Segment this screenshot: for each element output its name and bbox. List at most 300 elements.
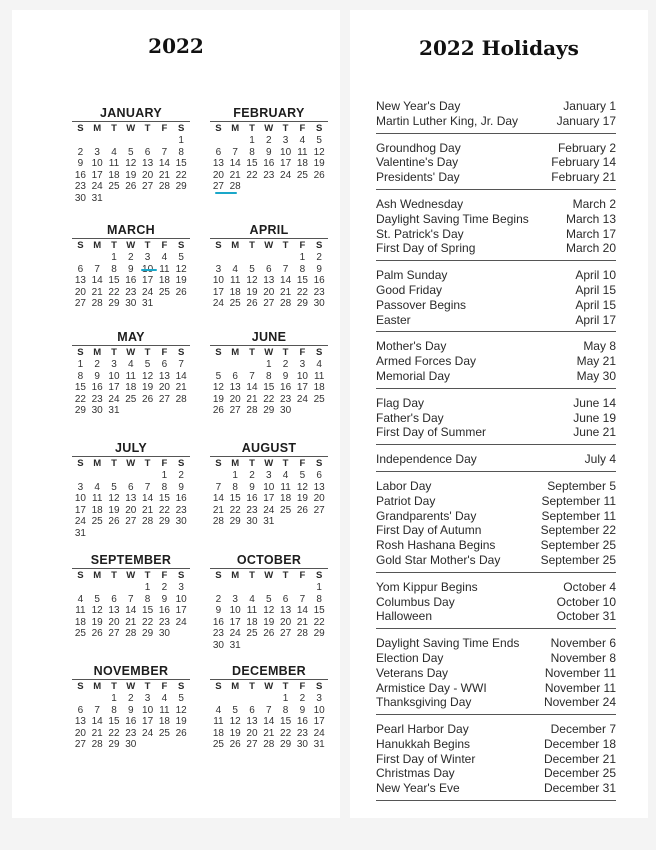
day-cell: 29 [175,181,187,193]
day-cell: 3 [144,252,151,263]
day-cell: 15 [175,158,187,170]
day-cell: 6 [77,704,84,716]
day-cell: 17 [229,616,241,628]
day-cell: 1 [266,359,272,370]
holiday-date: September 25 [540,538,616,553]
day-cell: 1 [232,470,238,481]
weekday-label: S [215,681,222,692]
day-cell [106,193,123,205]
day-cell [89,528,106,540]
weekday-header [210,680,328,693]
weekday-label: W [126,240,136,251]
weekday-label: T [249,240,255,251]
day-cell: 6 [249,704,255,716]
day-cell: 12 [175,263,187,275]
day-cell: 10 [212,275,224,287]
day-cell: 12 [296,481,308,493]
day-cell: 2 [128,693,134,704]
day-cell: 31 [91,192,103,204]
day-cell: 23 [280,393,292,405]
day-cell: 27 [74,298,86,310]
holiday-row [376,737,616,752]
day-cell [277,640,294,652]
holiday-row [376,766,616,781]
weekday-label: W [264,570,274,581]
weekday-label: S [316,347,323,358]
month-june [210,330,328,417]
holiday-row [376,752,616,767]
day-cell: 10 [91,158,103,170]
day-cell: 23 [91,393,103,405]
weekday-label: F [299,458,306,469]
day-cell [260,640,277,652]
day-cell [139,193,156,205]
day-cell: 14 [246,382,258,394]
day-cell: 7 [249,370,255,382]
weekday-label: F [161,570,168,581]
day-cell: 30 [158,628,170,640]
day-cell [244,693,261,705]
weekday-header [72,569,190,582]
day-cell: 4 [94,481,100,493]
day-cell: 5 [232,704,238,716]
day-cell: 20 [74,727,86,739]
day-cell: 16 [313,275,325,287]
day-cell: 3 [299,359,306,370]
day-cell: 7 [232,146,238,158]
week-row [210,264,328,276]
day-cell: 16 [280,382,292,394]
day-cell: 25 [212,739,224,751]
day-cell: 28 [280,298,292,310]
day-cell: 7 [128,593,134,605]
day-cell [260,582,277,594]
day-cell: 26 [175,727,187,739]
weekday-label: S [77,347,84,358]
day-cell [311,405,328,417]
day-cell: 4 [282,470,289,481]
day-cell: 3 [144,693,151,704]
day-cell: 18 [91,504,103,516]
week-row [72,158,190,170]
holiday-name: Election Day [376,650,444,665]
holiday-date: February 14 [551,155,616,170]
day-cell: 7 [215,481,222,493]
day-cell: 1 [316,582,322,593]
holiday-date: May 30 [576,368,616,383]
day-cell [311,516,328,528]
day-cell: 11 [159,704,170,716]
week-row [210,158,328,170]
day-cell: 25 [158,727,170,739]
day-cell [210,135,227,147]
day-cell [122,528,139,540]
weekday-label: W [264,458,274,469]
day-cell: 22 [263,393,275,405]
holiday-name: Armed Forces Day [376,354,477,369]
day-cell: 26 [91,628,103,640]
day-cell: 29 [158,516,170,528]
day-cell: 10 [296,370,308,382]
day-cell: 5 [299,470,306,481]
weekday-header [72,239,190,252]
day-cell [72,252,89,264]
holiday-row [376,298,616,313]
day-cell: 20 [212,169,224,181]
weekday-label: F [299,681,306,692]
day-cell: 9 [266,146,272,158]
weekday-label: S [316,458,323,469]
week-row [210,739,328,751]
day-cell: 8 [144,593,151,605]
holiday-row [376,722,616,737]
holiday-name: Columbus Day [376,594,455,609]
weekday-label: M [231,240,240,251]
holiday-row [376,452,616,467]
day-cell: 19 [263,616,275,628]
holiday-row [376,538,616,553]
weekday-label: T [249,458,255,469]
weekday-label: T [249,123,255,134]
day-cell: 30 [246,516,258,528]
holiday-date: September 25 [540,552,616,567]
day-cell: 28 [175,393,187,405]
month-name: FEBRUARY [233,106,305,120]
day-cell: 10 [313,704,325,716]
day-cell: 12 [142,370,154,382]
day-cell: 3 [215,263,222,275]
holiday-name: St. Patrick's Day [376,226,464,241]
day-cell: 29 [280,739,292,751]
day-cell: 18 [296,158,308,170]
day-cell: 25 [108,181,120,193]
day-cell: 4 [111,146,117,158]
weekday-label: S [316,123,323,134]
week-row [72,693,190,705]
week-row [210,693,328,705]
month-november [72,664,190,751]
day-cell [106,528,123,540]
week-row [210,252,328,264]
day-cell: 4 [77,593,84,605]
weekday-label: T [144,458,151,469]
day-cell: 4 [215,704,222,716]
day-cell: 11 [246,605,258,617]
day-cell: 25 [91,516,103,528]
day-cell [294,405,311,417]
day-cell: 24 [142,727,154,739]
weekday-label: T [282,240,289,251]
day-cell: 18 [158,716,170,728]
holiday-name: Labor Day [376,478,432,493]
day-cell: 29 [108,739,120,751]
weekday-label: T [111,240,117,251]
day-cell [227,135,244,147]
day-cell: 6 [161,359,168,370]
holiday-row [376,494,616,509]
day-cell: 30 [74,192,86,204]
weekday-header [210,457,328,470]
week-row [72,470,190,482]
day-cell: 21 [125,616,137,628]
day-cell: 1 [111,252,117,263]
weekday-label: F [161,123,168,134]
day-cell [89,252,106,264]
day-cell [210,252,227,264]
day-cell: 10 [142,704,154,716]
day-cell: 11 [108,158,120,170]
weekday-header [210,569,328,582]
weekday-label: W [126,347,136,358]
holiday-date: February 21 [551,170,616,185]
day-cell [294,640,311,652]
holiday-row [376,396,616,411]
day-cell: 23 [296,727,308,739]
month-march [72,223,190,310]
weekday-label: M [231,681,240,692]
day-cell: 24 [212,298,224,310]
holiday-name: Christmas Day [376,766,455,781]
day-cell: 11 [230,275,241,287]
holiday-row [376,99,616,114]
day-cell: 19 [212,393,224,405]
holiday-date: February 2 [557,140,616,155]
day-cell: 19 [142,382,154,394]
day-cell: 14 [158,158,170,170]
day-cell [173,193,190,205]
day-cell: 12 [313,146,325,158]
day-cell: 30 [125,298,137,310]
day-cell [106,135,123,147]
day-cell: 19 [296,493,308,505]
day-cell [294,582,311,594]
weekday-label: T [282,123,289,134]
week-row [210,394,328,406]
holidays-panel [350,10,648,818]
day-cell: 17 [175,605,187,617]
day-cell: 25 [313,393,325,405]
day-cell: 30 [280,405,292,417]
day-cell: 5 [178,252,184,263]
day-cell: 14 [175,370,187,382]
weekday-label: T [282,681,289,692]
weekday-label: T [282,570,289,581]
week-row [210,470,328,482]
day-cell: 21 [91,727,103,739]
day-cell: 3 [316,693,322,704]
day-cell: 17 [280,158,292,170]
day-cell [72,135,89,147]
month-name: MARCH [106,223,156,237]
day-cell: 8 [232,481,238,493]
day-cell: 10 [74,493,86,505]
holiday-name: Valentine's Day [376,155,459,170]
holiday-row [376,651,616,666]
holiday-name: Yom Kippur Begins [376,579,478,594]
day-cell: 8 [111,263,117,275]
day-cell: 24 [175,616,187,628]
day-cell: 8 [316,593,322,605]
holiday-date: April 17 [575,312,616,327]
day-cell: 6 [232,370,238,382]
holiday-name: Ash Wednesday [376,196,464,211]
day-cell: 12 [91,605,103,617]
day-cell: 11 [213,716,224,728]
day-cell: 13 [74,716,86,728]
day-cell: 3 [178,582,184,593]
holiday-row [376,369,616,384]
day-cell: 18 [212,727,224,739]
month-august [210,441,328,528]
holiday-row [376,595,616,610]
weekday-label: S [77,681,84,692]
holiday-name: Groundhog Day [376,140,461,155]
holiday-row [376,114,616,129]
week-row [210,617,328,629]
weekday-header [210,122,328,135]
day-cell: 18 [74,616,86,628]
weekday-label: S [316,681,323,692]
holiday-group [376,633,616,715]
day-cell: 15 [108,275,120,287]
day-cell: 29 [263,405,275,417]
day-cell [277,516,294,528]
day-cell: 20 [263,286,275,298]
day-cell: 25 [74,628,86,640]
week-row [72,359,190,371]
holiday-name: Patriot Day [376,493,436,508]
day-cell: 29 [108,298,120,310]
day-cell: 1 [161,470,168,481]
day-cell: 13 [142,158,154,170]
week-row [210,359,328,371]
day-cell [244,252,261,264]
holiday-name: Veterans Day [376,665,449,680]
holiday-name: Flag Day [376,395,425,410]
weekday-label: W [126,458,136,469]
holiday-name: Rosh Hashana Begins [376,538,496,553]
month-name: NOVEMBER [93,664,169,678]
day-cell: 8 [282,704,289,716]
month-april [210,223,328,310]
day-cell: 15 [229,493,241,505]
day-cell: 13 [263,275,275,287]
day-cell: 6 [77,263,84,275]
day-cell: 3 [232,593,238,605]
weekday-label: M [231,123,240,134]
holiday-date: November 11 [544,680,616,695]
holiday-row [376,523,616,538]
day-cell: 13 [212,158,224,170]
day-cell: 13 [280,605,292,617]
holiday-date: March 2 [572,196,616,211]
holiday-date: January 17 [556,113,616,128]
day-cell: 29 [313,628,325,640]
day-cell: 28 [296,628,308,640]
weekday-label: T [249,570,255,581]
day-cell: 5 [266,593,272,605]
day-cell: 13 [108,605,120,617]
day-cell: 9 [299,704,306,716]
day-cell: 11 [92,493,103,505]
week-row [72,252,190,264]
holiday-date: September 22 [540,523,616,538]
day-cell: 21 [296,616,308,628]
day-cell: 10 [229,605,241,617]
holiday-date: January 1 [563,99,616,113]
month-name: SEPTEMBER [90,553,172,567]
day-cell: 21 [158,169,170,181]
month-name: APRIL [249,223,289,237]
day-cell: 28 [246,405,258,417]
day-cell: 24 [280,169,292,181]
holiday-row [376,212,616,227]
month-february [210,106,328,193]
weekday-label: M [93,570,102,581]
month-name: JUNE [251,330,287,344]
day-cell: 27 [313,504,325,516]
day-cell [260,181,277,193]
week-row [210,275,328,287]
day-cell: 22 [142,616,154,628]
day-cell [122,405,139,417]
week-row [72,594,190,606]
day-cell: 2 [77,146,84,158]
weekday-label: W [126,123,136,134]
week-row [72,371,190,383]
week-row [72,505,190,517]
day-cell [294,181,311,193]
week-row [210,382,328,394]
week-row [210,135,328,147]
day-cell: 4 [161,693,168,704]
holiday-row [376,479,616,494]
day-cell: 18 [313,382,325,394]
day-cell: 9 [316,263,322,275]
day-cell: 23 [125,286,137,298]
day-cell: 17 [74,504,86,516]
weekday-label: F [299,347,306,358]
day-cell: 31 [313,739,325,751]
day-cell: 9 [178,481,184,493]
day-cell [210,470,227,482]
week-row [72,147,190,159]
day-cell: 16 [125,716,137,728]
day-cell: 30 [296,739,308,751]
week-row [210,505,328,517]
day-cell: 7 [178,359,184,370]
holiday-date: March 20 [565,241,616,256]
day-cell [210,359,227,371]
day-cell: 23 [263,169,275,181]
day-cell: 2 [94,359,100,370]
weekday-label: S [316,570,323,581]
day-cell [72,470,89,482]
day-cell: 25 [229,298,241,310]
day-cell: 11 [313,370,325,382]
day-cell: 22 [313,616,325,628]
day-cell: 8 [299,263,306,275]
holiday-group [376,449,616,472]
day-cell: 28 [91,298,103,310]
week-row [210,287,328,299]
day-cell: 9 [249,481,255,493]
week-row [72,193,190,205]
day-cell [139,405,156,417]
day-cell: 2 [266,135,272,146]
day-cell: 16 [158,605,170,617]
week-row [210,605,328,617]
